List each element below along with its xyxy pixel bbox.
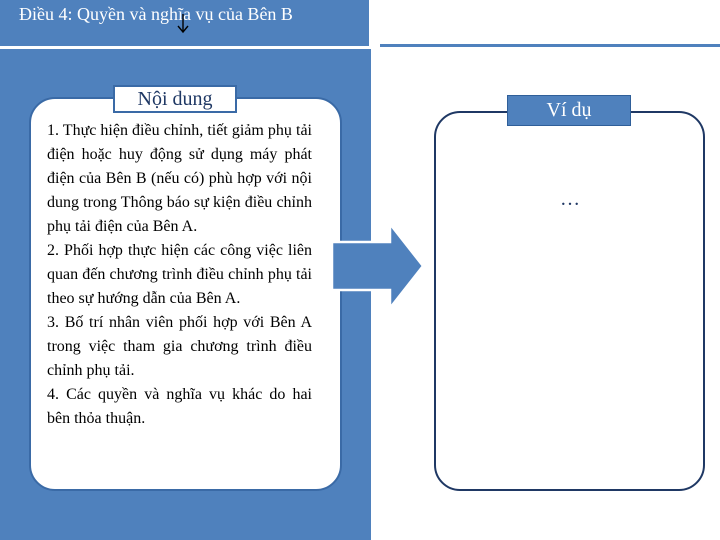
mouse-cursor-icon bbox=[176, 14, 190, 34]
example-placeholder: … bbox=[560, 188, 580, 210]
content-item: 4. Các quyền và nghĩa vụ khác do hai bên thỏa thuận. bbox=[47, 386, 312, 427]
content-item: 3. Bố trí nhân viên phối hợp với Bên A trong việc tham gia chương trình điều chỉnh phụ tải. bbox=[47, 314, 312, 379]
example-tag: Ví dụ bbox=[507, 95, 631, 126]
content-body bbox=[47, 119, 312, 431]
content-item: 2. Phối hợp thực hiện các công việc liên quan đến chương trình điều chỉnh phụ tải theo sự hướng dẫn của Bên A. bbox=[47, 242, 312, 307]
content-item: 1. Thực hiện điều chỉnh, tiết giảm phụ tải điện hoặc huy động sử dụng máy phát điện của Bên B (nếu có) phù hợp với nội dung trong Thông báo sự kiện điều chỉnh phụ tải điện của Bên A. bbox=[47, 122, 312, 235]
content-tag: Nội dung bbox=[113, 85, 237, 113]
right-arrow-icon bbox=[330, 222, 425, 310]
header-divider bbox=[380, 44, 720, 47]
slide-title: Điều 4: Quyền và nghĩa vụ của Bên B bbox=[19, 4, 293, 24]
example-card bbox=[434, 111, 705, 491]
